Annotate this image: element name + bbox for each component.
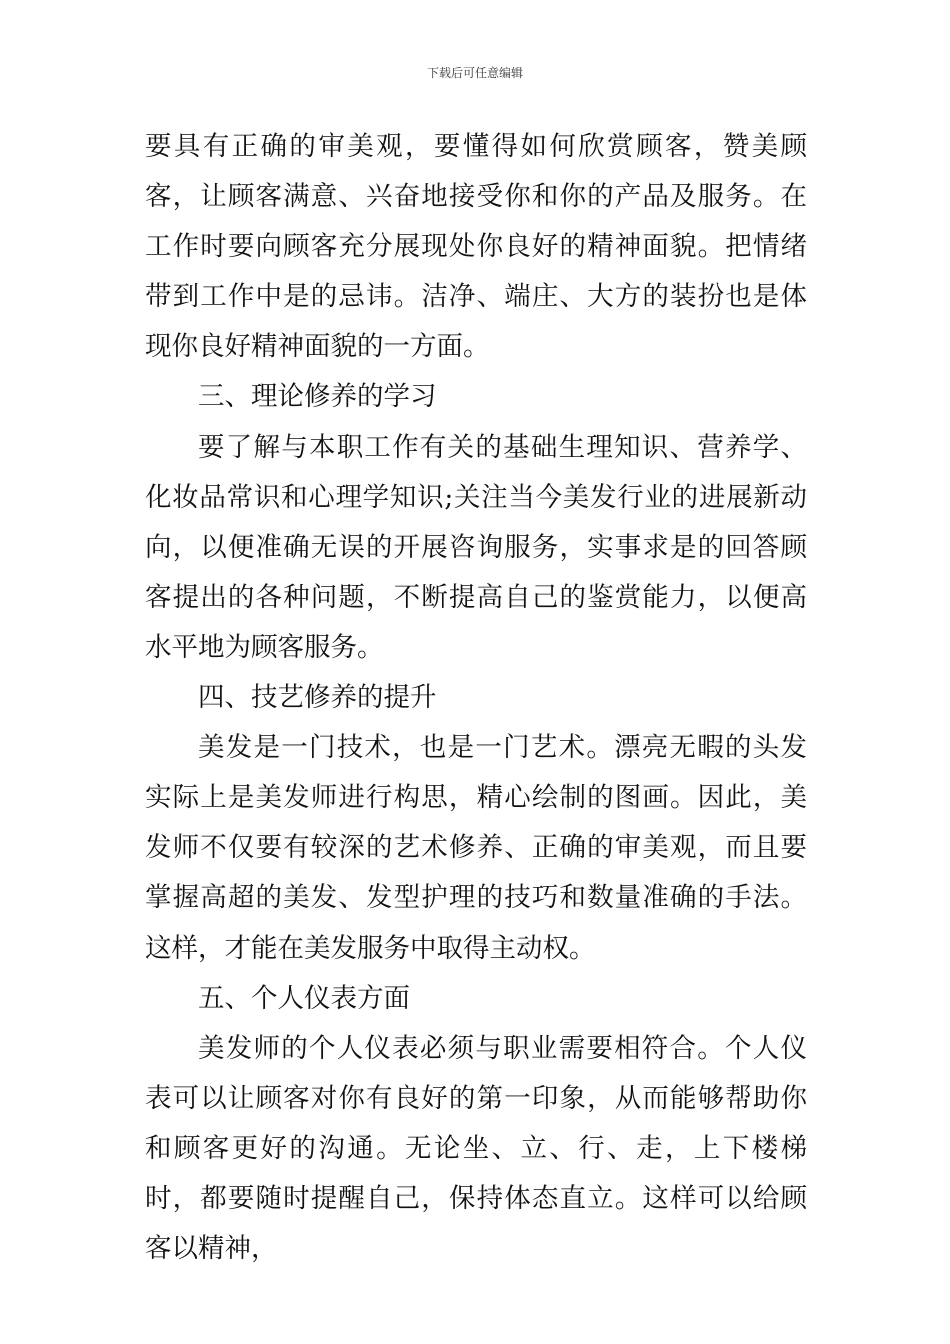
paragraph-continued: 要具有正确的审美观，要懂得如何欣赏顾客，赞美顾客，让顾客满意、兴奋地接受你和你的产品及服务。在工作时要向顾客充分展现处你良好的精神面貌。把情绪带到工作中是的忌讳。洁净、端庄、大方的装扮也是体现你良好精神面貌的一方面。 — [145, 131, 807, 363]
section-heading-appearance: 五、个人仪表方面 — [198, 982, 410, 1014]
document-body — [145, 122, 807, 1274]
paragraph-theory: 要了解与本职工作有关的基础生理知识、营养学、化妆品常识和心理学知识;关注当今美发行业的进展新动向，以便准确无误的开展咨询服务，实事求是的回答顾客提出的各种问题，不断提高自己的鉴赏能力，以便高水平地为顾客服务。 — [145, 431, 807, 663]
page-header: 下载后可任意编辑 — [426, 66, 523, 80]
paragraph-skills: 美发是一门技术，也是一门艺术。漂亮无暇的头发实际上是美发师进行构思，精心绘制的图画。因此，美发师不仅要有较深的艺术修养、正确的审美观，而且要掌握高超的美发、发型护理的技巧和数量准确的手法。这样，才能在美发服务中取得主动权。 — [145, 732, 807, 964]
paragraph-appearance: 美发师的个人仪表必须与职业需要相符合。个人仪表可以让顾客对你有良好的第一印象，从而能够帮助你和顾客更好的沟通。无论坐、立、行、走，上下楼梯时，都要随时提醒自己，保持体态直立。这样可以给顾客以精神， — [145, 1032, 807, 1265]
section-heading-skills: 四、技艺修养的提升 — [198, 682, 437, 714]
section-heading-theory: 三、理论修养的学习 — [198, 381, 437, 413]
